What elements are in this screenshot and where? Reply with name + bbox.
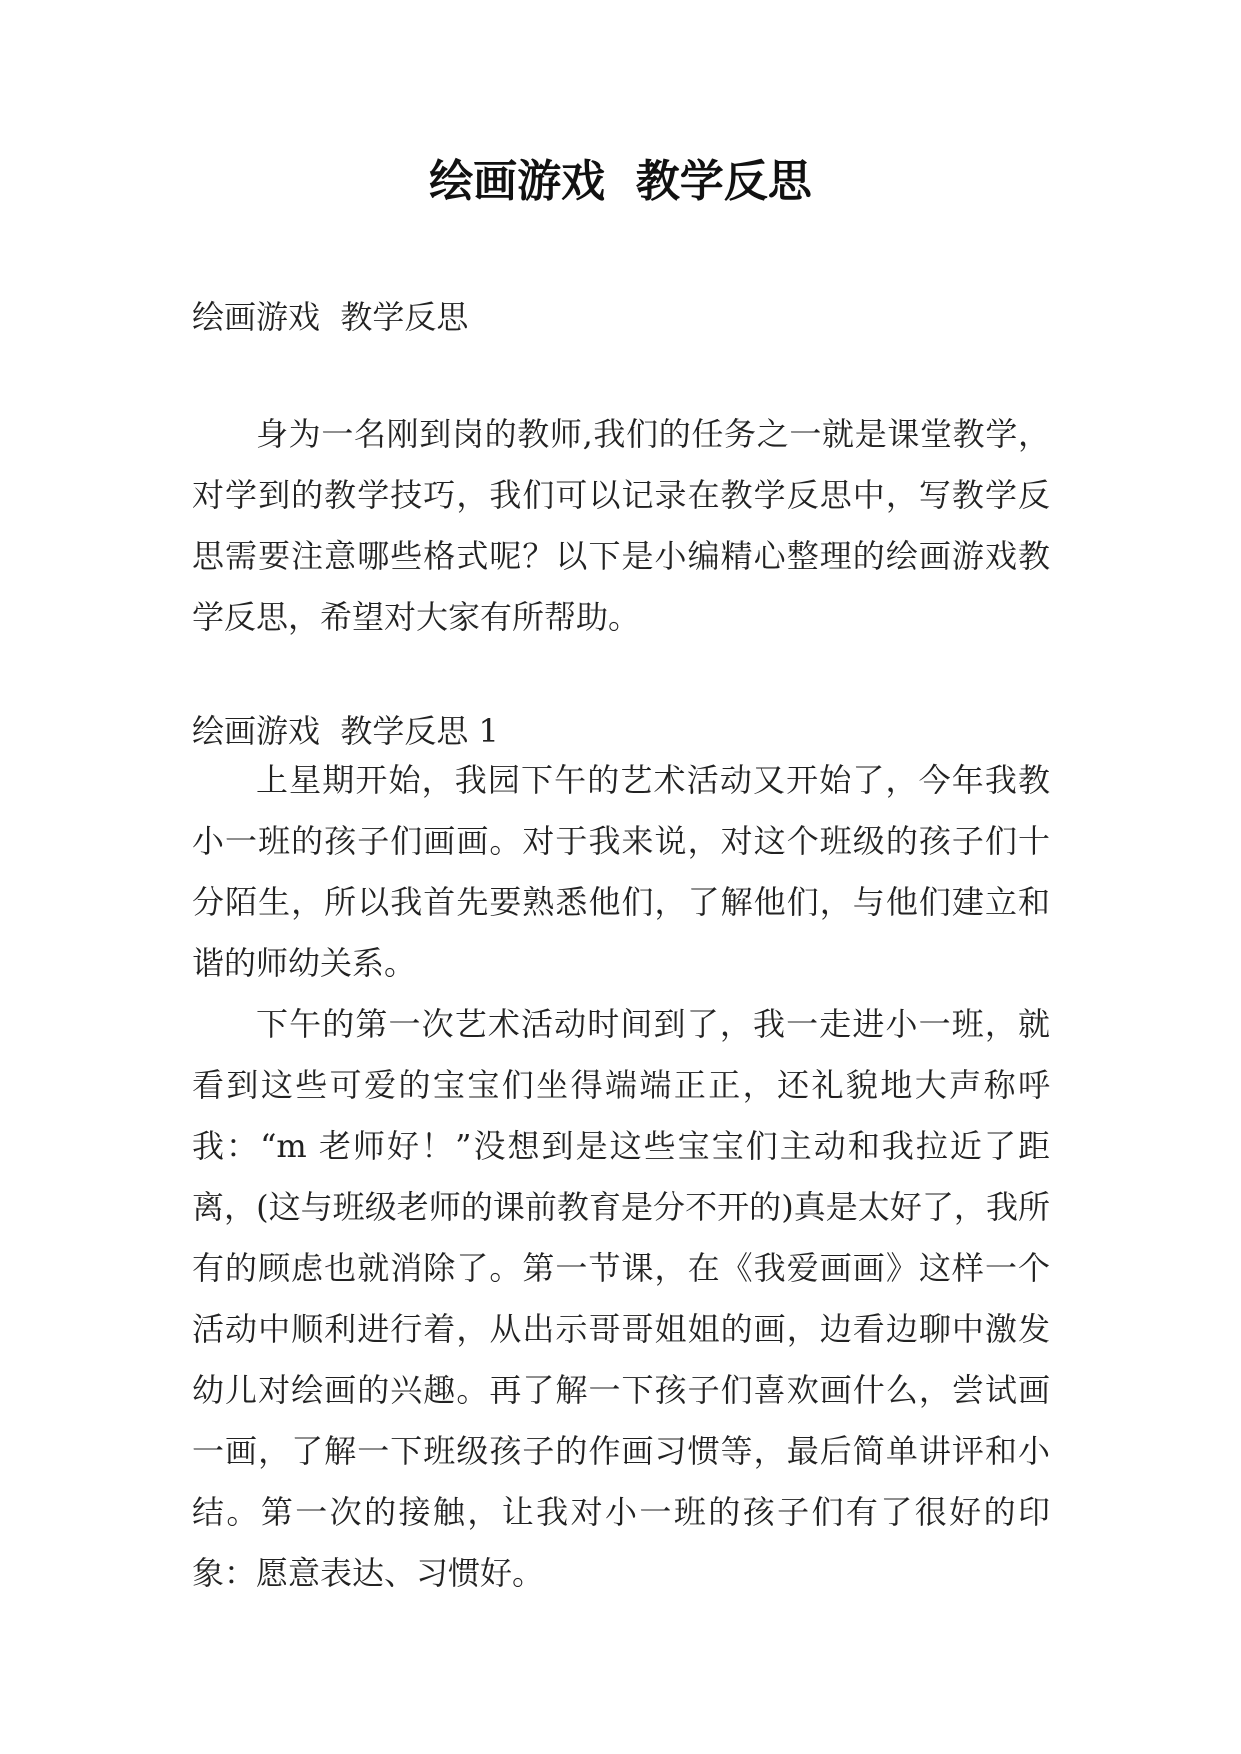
body-paragraph-2: 下午的第一次艺术活动时间到了，我一走进小一班，就看到这些可爱的宝宝们坐得端端正正，还礼貌地大声称呼我：“m 老师好！”没想到是这些宝宝们主动和我拉近了距离，(这与班级老师的课前教育是分不开的)真是太好了，我所有的顾虑也就消除了。第一节课，在《我爱画画》这样一个活动中顺利进行着，从出示哥哥姐姐的画，边看边聊中激发幼儿对绘画的兴趣。再了解一下孩子们喜欢画什么，尝试画一画，了解一下班级孩子的作画习惯等，最后简单讲评和小结。第一次的接触，让我对小一班的孩子们有了很好的印象：愿意表达、习惯好。 — [192, 1005, 1050, 1592]
section-heading: 绘画游戏 教学反思 1 — [192, 712, 499, 750]
body-paragraph-1: 上星期开始，我园下午的艺术活动又开始了，今年我教小一班的孩子们画画。对于我来说，对这个班级的孩子们十分陌生，所以我首先要熟悉他们，了解他们，与他们建立和谐的师幼关系。 — [192, 761, 1050, 982]
document-subtitle: 绘画游戏 教学反思 — [192, 298, 469, 336]
document-title: 绘画游戏 教学反思 — [429, 156, 812, 207]
intro-paragraph: 身为一名刚到岗的教师,我们的任务之一就是课堂教学，对学到的教学技巧，我们可以记录在教学反思中，写教学反思需要注意哪些格式呢？以下是小编精心整理的绘画游戏教学反思，希望对大家有所帮助。 — [192, 415, 1050, 636]
